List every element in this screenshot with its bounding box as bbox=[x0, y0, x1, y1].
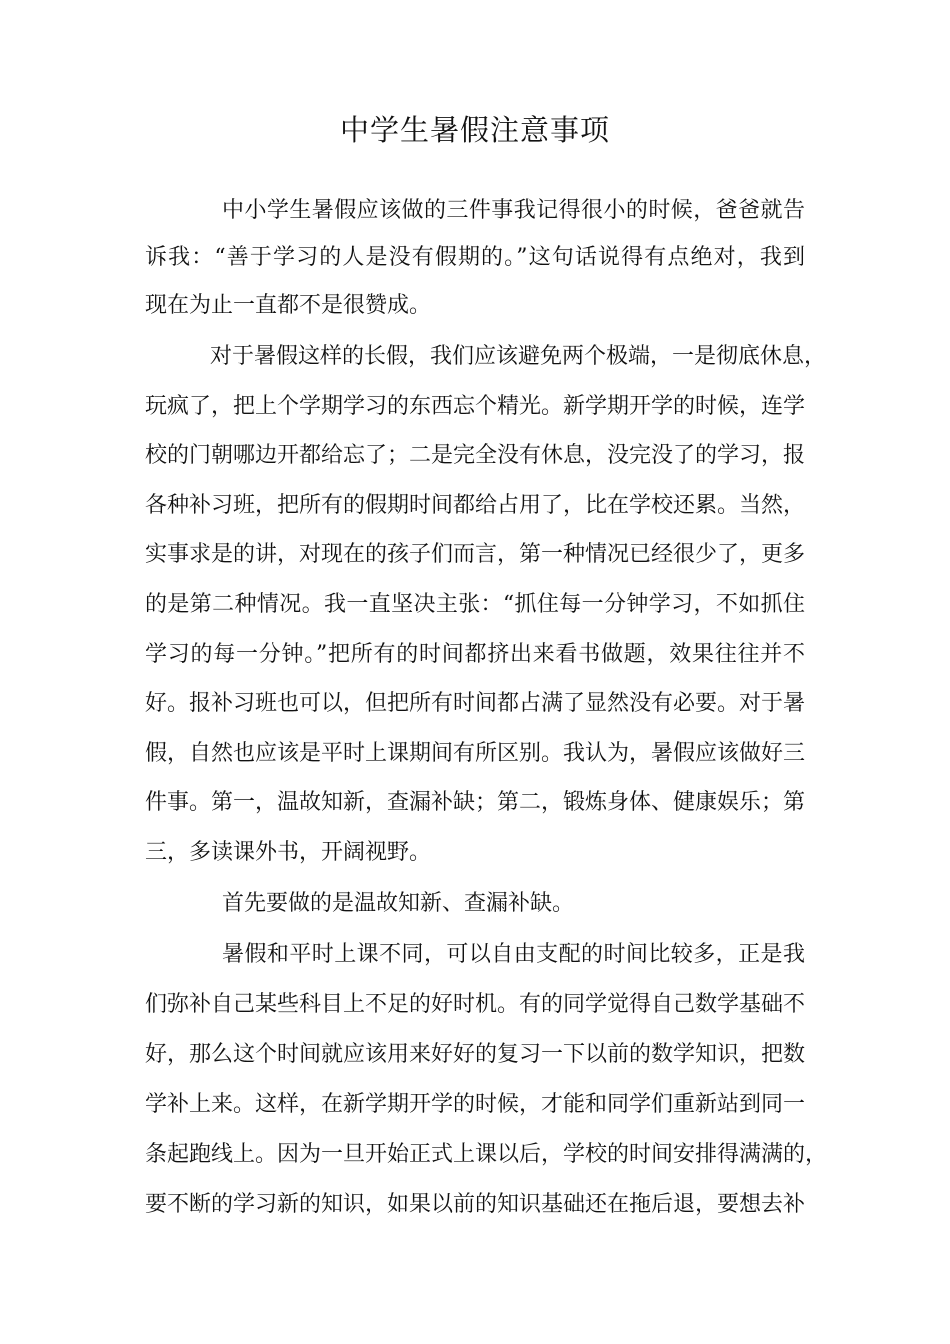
paragraph-line: 的是第二种情况。我一直坚决主张：“抓住每一分钟学习，不如抓住 bbox=[145, 592, 805, 617]
paragraph-line: 好。报补习班也可以，但把所有时间都占满了显然没有必要。对于暑 bbox=[145, 691, 806, 716]
paragraph-line: 好，那么这个时间就应该用来好好的复习一下以前的数学知识，把数 bbox=[145, 1042, 806, 1067]
paragraph-line: 三，多读课外书，开阔视野。 bbox=[145, 840, 432, 865]
paragraph-line: 首先要做的是温故知新、查漏补缺。 bbox=[222, 891, 575, 916]
document-title: 中学生暑假注意事项 bbox=[339, 113, 610, 147]
paragraph-line: 假，自然也应该是平时上课期间有所区别。我认为，暑假应该做好三 bbox=[145, 741, 806, 766]
paragraph-line: 对于暑假这样的长假，我们应该避免两个极端，一是彻底休息， bbox=[210, 344, 827, 369]
paragraph-line: 要不断的学习新的知识，如果以前的知识基础还在拖后退，要想去补 bbox=[145, 1192, 806, 1217]
paragraph-line: 现在为止一直都不是很赞成。 bbox=[145, 293, 432, 318]
paragraph-line: 校的门朝哪边开都给忘了；二是完全没有休息，没完没了的学习，报 bbox=[145, 443, 806, 468]
paragraph-line: 条起跑线上。因为一旦开始正式上课以后，学校的时间安排得满满的， bbox=[145, 1142, 828, 1167]
paragraph-line: 玩疯了，把上个学期学习的东西忘个精光。新学期开学的时候，连学 bbox=[145, 394, 806, 419]
paragraph-line: 各种补习班，把所有的假期时间都给占用了，比在学校还累。当然， bbox=[145, 493, 806, 518]
paragraph-line: 学习的每一分钟。”把所有的时间都挤出来看书做题，效果往往并不 bbox=[145, 642, 805, 667]
paragraph-line: 学补上来。这样，在新学期开学的时候，才能和同学们重新站到同一 bbox=[145, 1092, 806, 1117]
paragraph-line: 件事。第一，温故知新，查漏补缺；第二，锻炼身体、健康娱乐；第 bbox=[145, 790, 806, 815]
paragraph-line: 暑假和平时上课不同，可以自由支配的时间比较多，正是我 bbox=[222, 942, 805, 967]
paragraph-line: 实事求是的讲，对现在的孩子们而言，第一种情况已经很少了，更多 bbox=[145, 542, 806, 567]
paragraph-line: 诉我：“善于学习的人是没有假期的。”这句话说得有点绝对，我到 bbox=[145, 245, 805, 270]
paragraph-line: 们弥补自己某些科目上不足的好时机。有的同学觉得自己数学基础不 bbox=[145, 992, 806, 1017]
paragraph-line: 中小学生暑假应该做的三件事我记得很小的时候，爸爸就告 bbox=[222, 198, 805, 223]
